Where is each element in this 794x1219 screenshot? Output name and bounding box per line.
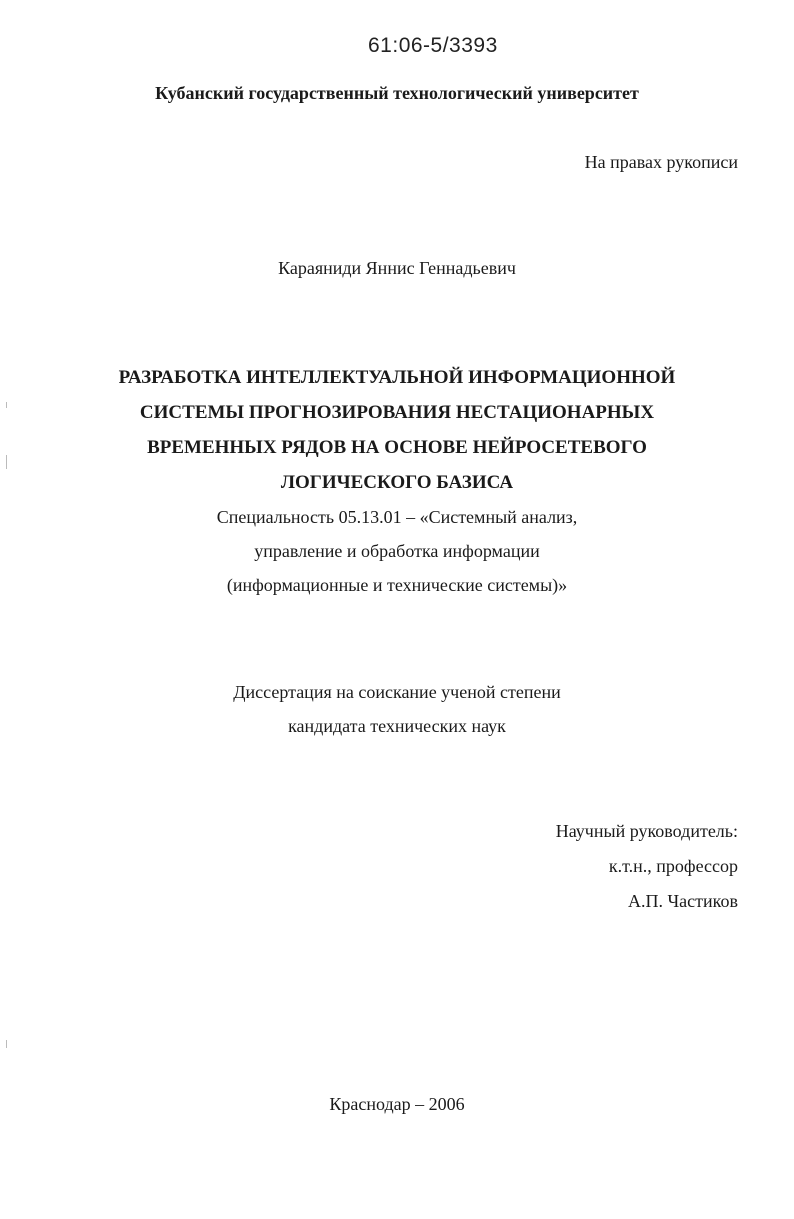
archive-stamp-code: 61:06-5/3393 (368, 34, 498, 57)
scan-artifact (6, 402, 7, 408)
supervisor-label: Научный руководитель: (555, 821, 738, 841)
degree-line: кандидата технических наук (288, 716, 506, 736)
degree-line: Диссертация на соискание ученой степени (233, 682, 561, 702)
specialty-block (0, 500, 794, 602)
title-line: РАЗРАБОТКА ИНТЕЛЛЕКТУАЛЬНОЙ ИНФОРМАЦИОННОЙ (118, 367, 676, 388)
degree-block (0, 675, 794, 743)
title-line: ЛОГИЧЕСКОГО БАЗИСА (280, 472, 514, 493)
title-line: СИСТЕМЫ ПРОГНОЗИРОВАНИЯ НЕСТАЦИОНАРНЫХ (139, 402, 655, 423)
supervisor-name: А.П. Частиков (627, 891, 738, 911)
scan-artifact (6, 1040, 7, 1048)
dissertation-title (0, 360, 794, 500)
university-name: Кубанский государственный технологический университет (155, 83, 639, 103)
title-line: ВРЕМЕННЫХ РЯДОВ НА ОСНОВЕ НЕЙРОСЕТЕВОГО (147, 437, 647, 458)
specialty-line: (информационные и технические системы)» (226, 575, 568, 595)
specialty-line: управление и обработка информации (254, 541, 540, 561)
supervisor-block (556, 814, 738, 919)
specialty-line: Специальность 05.13.01 – «Системный анализ, (216, 507, 578, 527)
manuscript-notice: На правах рукописи (584, 152, 738, 172)
city-year: Краснодар – 2006 (329, 1094, 465, 1114)
scan-artifact (6, 455, 7, 469)
author-name: Караяниди Яннис Геннадьевич (278, 258, 516, 278)
supervisor-rank: к.т.н., профессор (608, 856, 738, 876)
